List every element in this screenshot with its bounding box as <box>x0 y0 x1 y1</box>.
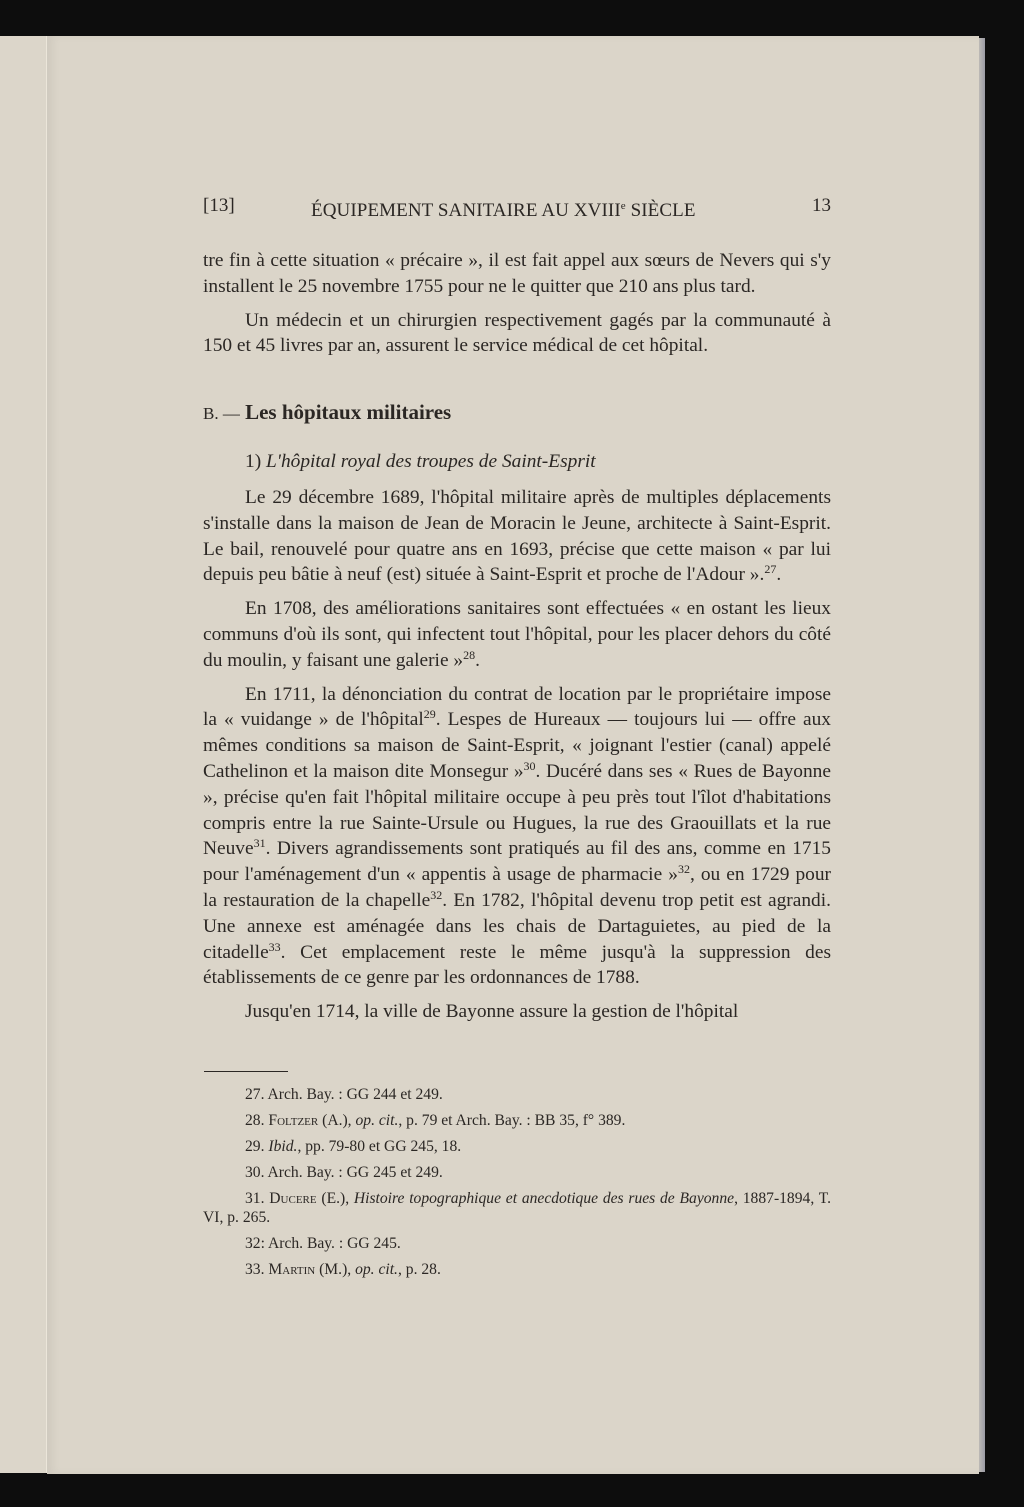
paragraph-text: En 1711, la dénonciation du contrat de location par le propriétaire impose la « vuidange » de l'hôpital <box>203 683 831 731</box>
footnote-text: Arch. Bay. : GG 244 et 249. <box>267 1086 443 1103</box>
paragraph: Un médecin et un chirurgien respectivement gagés par la communauté à 150 et 45 livres par an, assurent le service médical de cet hôpital. <box>203 309 831 357</box>
footnote-divider <box>204 1071 288 1072</box>
footnote-text: Arch. Bay. : GG 245 et 249. <box>267 1164 443 1181</box>
footnote-ref[interactable]: 30 <box>523 758 536 773</box>
footnote-text: , pp. 79-80 et GG 245, 18. <box>297 1138 462 1155</box>
running-header <box>203 194 831 221</box>
section-number: [13] <box>203 195 235 216</box>
footnote <box>203 1189 831 1227</box>
paragraph-text: . Divers agrandissements sont pratiqués au fil des ans, comme en 1715 pour l'aménagement d'un « appentis à usage de pharmacie » <box>203 838 831 886</box>
subsection-heading <box>203 449 831 475</box>
page-number: 13 <box>812 195 831 216</box>
footnote-initial: (E.), <box>316 1190 354 1207</box>
footnote-ref[interactable]: 27 <box>764 562 777 577</box>
footnote-ref[interactable]: 28 <box>463 647 476 662</box>
footnote-number: 27. <box>245 1086 265 1103</box>
footnote-number: 30. <box>245 1164 265 1181</box>
footnote-author: Martin <box>268 1261 316 1278</box>
paragraph-text: . Lespes de Hureaux — toujours lui — offre aux mêmes conditions sa maison de Saint-Esprit, « joignant l'estier (canal) appelé Cathelinon et la maison dite Monsegur » <box>203 709 831 782</box>
paragraph-text: , ou en 1729 pour la restauration de la chapelle <box>203 864 831 911</box>
section-letter: B. — <box>203 404 240 424</box>
footnote <box>203 1085 831 1104</box>
subsection-number: 1) <box>245 451 262 473</box>
paragraph-text: . <box>776 564 782 586</box>
footnote-number: 33. <box>245 1261 265 1278</box>
paragraph <box>203 596 831 673</box>
footnote-number: 28. <box>245 1112 265 1129</box>
footnote-ref[interactable]: 32 <box>677 862 690 877</box>
running-title-main: ÉQUIPEMENT SANITAIRE AU XVIII <box>311 200 621 221</box>
paragraph-text: Le 29 décembre 1689, l'hôpital militaire après de multiples déplacements s'installe dans la maison de Jean de Moracin le Jeune, architecte à Saint-Esprit. Le bail, renouvelé pour quatre ans en 1693, précise que cette maison « par lui depuis peu bâtie à neuf (est) située à Saint-Esprit et proche de l'Adour ». <box>203 486 831 586</box>
body-text <box>203 248 831 1033</box>
paragraph: Jusqu'en 1714, la ville de Bayonne assure la gestion de l'hôpital <box>245 1001 739 1023</box>
footnote-ref[interactable]: 33 <box>268 939 281 954</box>
section-heading <box>203 399 831 427</box>
footnote-text: , 1887-1894, T. VI, p. 265. <box>203 1190 831 1226</box>
footnote <box>203 1260 831 1279</box>
paragraph-text: . En 1782, l'hôpital devenu trop petit est agrandi. Une annexe est aménagée dans les chais de Dartaguietes, au pied de la citadelle <box>203 889 831 963</box>
footnote-text: , p. 79 et Arch. Bay. : BB 35, f° 389. <box>398 1112 626 1129</box>
footnote <box>203 1137 831 1156</box>
footnote-ref[interactable]: 32 <box>430 887 443 902</box>
paragraph-text: . Cet emplacement reste le même jusqu'à la suppression des établissements de ce genre par les ordonnances de 1788. <box>203 941 831 989</box>
footnote-initial: (M.), <box>315 1261 356 1278</box>
footnote-author: Ducere <box>269 1190 317 1207</box>
paragraph <box>203 485 831 588</box>
paragraph-text: En 1708, des améliorations sanitaires sont effectuées « en ostant les lieux communs d'où ils sont, qui infectent tout l'hôpital, pour les placer dehors du côté du moulin, y faisant une galerie » <box>203 598 831 671</box>
running-title-end: SIÈCLE <box>625 200 696 221</box>
paragraph <box>203 682 831 992</box>
running-title-sup: e <box>620 200 626 212</box>
footnote-number: 29. <box>245 1138 265 1155</box>
footnote <box>203 1234 831 1253</box>
footnote-text: , p. 28. <box>397 1261 441 1278</box>
subsection-title: L'hôpital royal des troupes de Saint-Esprit <box>266 451 596 473</box>
footnote-number: 32: <box>245 1235 265 1252</box>
footnote-ref[interactable]: 29 <box>423 707 436 722</box>
footnote <box>203 1163 831 1182</box>
footnote-italic: Histoire topographique et anecdotique des rues de Bayonne <box>353 1190 735 1207</box>
facing-page-edge <box>0 36 48 1473</box>
section-title: Les hôpitaux militaires <box>245 400 452 425</box>
paragraph: tre fin à cette situation « précaire », il est fait appel aux sœurs de Nevers qui s'y installent le 25 novembre 1755 pour ne le quitter que 210 ans plus tard. <box>203 250 831 297</box>
footnote-ref[interactable]: 31 <box>253 836 266 851</box>
running-title <box>311 194 696 223</box>
footnote-italic: op. cit. <box>355 1261 398 1278</box>
page-stack-edge <box>979 38 985 1472</box>
footnote-author: Foltzer <box>268 1112 319 1129</box>
paragraph-text: . Ducéré dans ses « Rues de Bayonne », précise qu'en fait l'hôpital militaire occupe à peu près tout l'îlot d'habitations compris entre la rue Sainte-Ursule ou Hugues, la rue des Graouillats et la rue Neuve <box>203 760 831 860</box>
footnotes <box>203 1085 831 1286</box>
footnote-italic: Ibid. <box>268 1138 298 1155</box>
footnote-text: Arch. Bay. : GG 245. <box>267 1235 401 1252</box>
paragraph-text: . <box>475 649 480 671</box>
footnote-italic: op. cit. <box>355 1112 399 1129</box>
footnote-number: 31. <box>245 1190 265 1207</box>
footnote-initial: (A.), <box>318 1112 356 1129</box>
footnote <box>203 1111 831 1130</box>
